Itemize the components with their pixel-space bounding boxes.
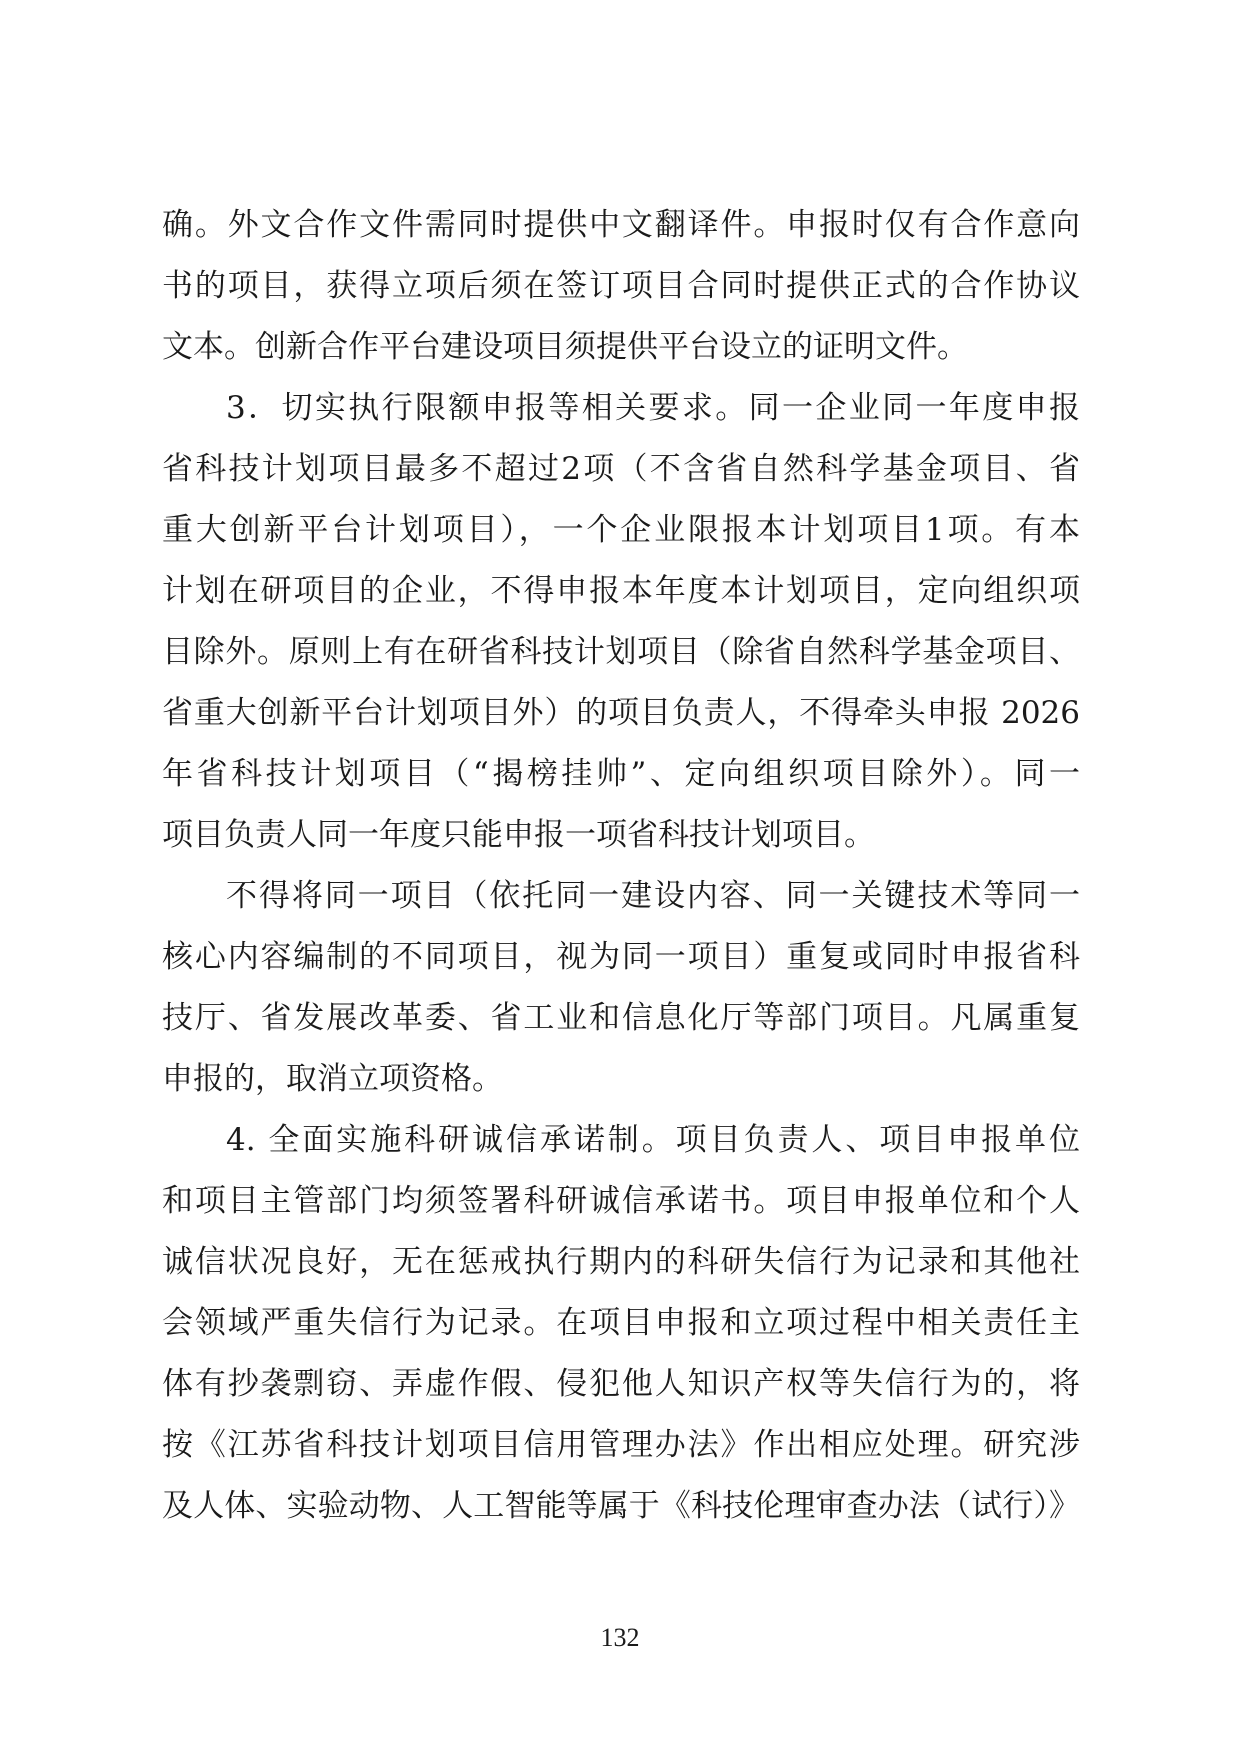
text-line: 目除外。原则上有在研省科技计划项目（除省自然科学基金项目、 (162, 634, 1080, 670)
text-line: 重大创新平台计划项目），一个企业限报本计划项目1项。有本 (162, 512, 1080, 548)
text-line: 确。外文合作文件需同时提供中文翻译件。申报时仅有合作意向 (162, 207, 1080, 243)
text-line: 3．切实执行限额申报等相关要求。同一企业同一年度申报 (226, 390, 1080, 426)
body-text (162, 195, 1080, 1537)
text-line: 省重大创新平台计划项目外）的项目负责人，不得牵头申报 2026 (162, 695, 1080, 731)
text-line: 文本。创新合作平台建设项目须提供平台设立的证明文件。 (162, 329, 968, 365)
text-line: 不得将同一项目（依托同一建设内容、同一关键技术等同一 (226, 878, 1080, 914)
text-line: 计划在研项目的企业，不得申报本年度本计划项目，定向组织项 (162, 573, 1080, 609)
text-line: 核心内容编制的不同项目，视为同一项目）重复或同时申报省科 (162, 939, 1080, 975)
text-line: 项目负责人同一年度只能申报一项省科技计划项目。 (162, 817, 875, 853)
text-line: 诚信状况良好，无在惩戒执行期内的科研失信行为记录和其他社 (162, 1244, 1080, 1280)
text-line: 体有抄袭剽窃、弄虚作假、侵犯他人知识产权等失信行为的，将 (162, 1366, 1080, 1402)
text-line: 申报的，取消立项资格。 (162, 1061, 503, 1097)
text-line: 会领域严重失信行为记录。在项目申报和立项过程中相关责任主 (162, 1305, 1080, 1341)
text-line: 按《江苏省科技计划项目信用管理办法》作出相应处理。研究涉 (162, 1427, 1080, 1463)
text-line: 省科技计划项目最多不超过2项（不含省自然科学基金项目、省 (162, 451, 1080, 487)
page-number: 132 (600, 1623, 640, 1652)
text-line: 及人体、实验动物、人工智能等属于《科技伦理审查办法（试行）》 (162, 1488, 1080, 1524)
text-line: 4. 全面实施科研诚信承诺制。项目负责人、项目申报单位 (226, 1122, 1080, 1158)
text-line: 年省科技计划项目（“揭榜挂帅”、定向组织项目除外）。同一 (162, 756, 1080, 792)
text-line: 书的项目，获得立项后须在签订项目合同时提供正式的合作协议 (162, 268, 1080, 304)
text-line: 和项目主管部门均须签署科研诚信承诺书。项目申报单位和个人 (162, 1183, 1080, 1219)
text-line: 技厅、省发展改革委、省工业和信息化厅等部门项目。凡属重复 (162, 1000, 1080, 1036)
